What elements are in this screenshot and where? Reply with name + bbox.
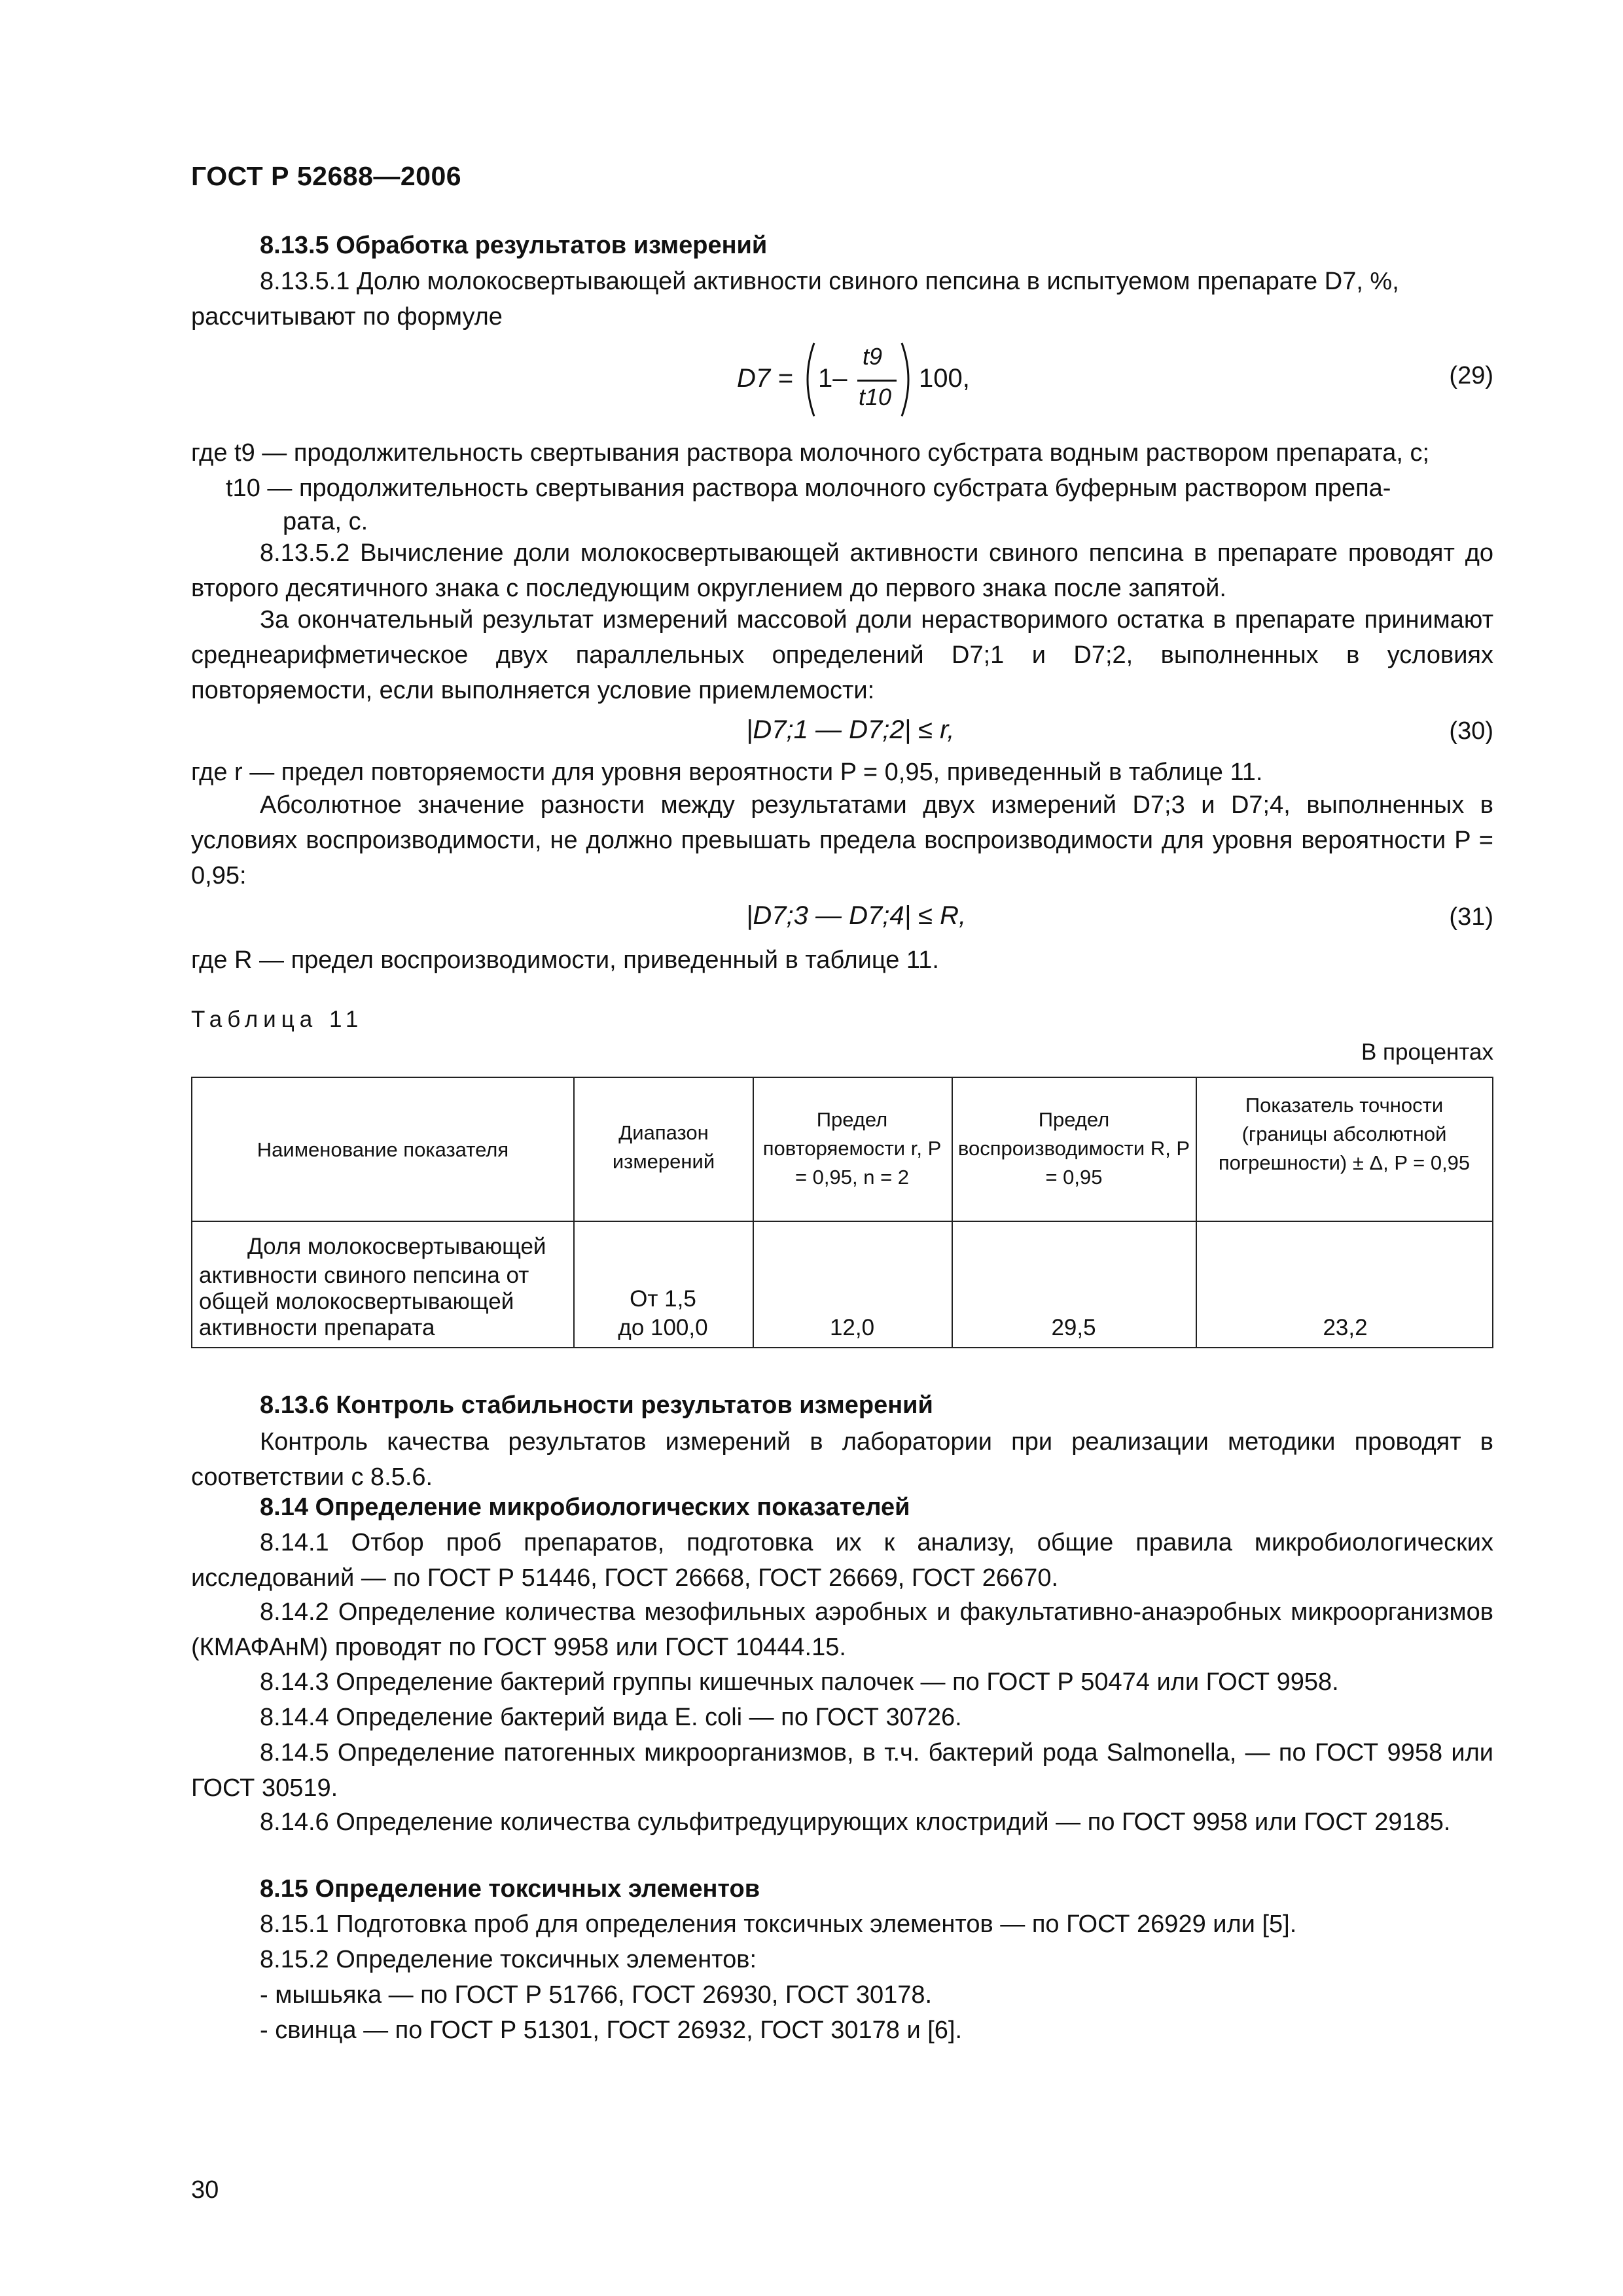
paragraph-8-13-5-1-line2: рассчитывают по формуле	[191, 303, 503, 331]
section-8-13-6-title: 8.13.6 Контроль стабильности результатов измерений	[260, 1391, 933, 1419]
section-8-13-5-title: 8.13.5 Обработка результатов измерений	[260, 232, 768, 259]
where-R: где R — предел воспроизводимости, приведенный в таблице 11.	[191, 946, 939, 974]
paragraph-8-14-5: 8.14.5 Определение патогенных микроорганизмов, в т.ч. бактерий рода Salmonella, — по ГОСТ 9958 или ГОСТ 30519.	[191, 1739, 1493, 1802]
formula-29-one: 1–	[818, 364, 847, 393]
equation-number-29: (29)	[1449, 362, 1493, 389]
table-header-accuracy: Показатель точности (границы абсолютной погрешности) ± Δ, P = 0,95	[1218, 1094, 1471, 1174]
table-header-reproducibility: Предел воспроизводимости R, P = 0,95	[957, 1108, 1190, 1189]
paragraph-8-14-3: 8.14.3 Определение бактерий группы кишечных палочек — по ГОСТ Р 50474 или ГОСТ 9958.	[260, 1668, 1339, 1696]
paragraph-8-15-1: 8.15.1 Подготовка проб для определения токсичных элементов — по ГОСТ 26929 или [5].	[260, 1910, 1297, 1938]
table-cell-name-l3: общей молокосвертывающей	[199, 1289, 514, 1314]
paragraph-8-14-6: 8.14.6 Определение количества сульфитредуцирующих клостридий — по ГОСТ 9958 или ГОСТ 29185.	[260, 1808, 1451, 1836]
table-cell-name-l2: активности свиного пепсина от	[199, 1263, 529, 1288]
formula-29-tail: 100,	[919, 364, 970, 393]
formula-29	[733, 340, 969, 419]
document-header: ГОСТ Р 52688—2006	[191, 161, 462, 191]
table-header-range: Диапазон измерений	[612, 1121, 715, 1173]
paragraph-final-result: За окончательный результат измерений массовой доли нерастворимого остатка в препарате принимают среднеарифметическое двух параллельных определений D7;1 и D7;2, выполненных в условиях повторяемости, если выполняется условие приемлемости:	[191, 606, 1493, 704]
table-cell-r: 12,0	[829, 1315, 875, 1340]
paragraph-8-14-4: 8.14.4 Определение бактерий вида E. coli — по ГОСТ 30726.	[260, 1704, 962, 1731]
page-number: 30	[191, 2176, 219, 2204]
equation-number-31: (31)	[1449, 903, 1493, 931]
left-paren-icon	[798, 340, 818, 419]
formula-29-lhs: D7 =	[737, 364, 793, 393]
table-caption: Таблица 11	[191, 1007, 364, 1032]
where-t10: t10 — продолжительность свертывания раствора молочного субстрата буферным раствором препа-	[226, 475, 1391, 502]
formula-31: |D7;3 — D7;4| ≤ R,	[746, 901, 967, 930]
table-header-repeatability: Предел повторяемости r, P = 0,95, n = 2	[762, 1108, 942, 1189]
table-cell-name-l1: Доля молокосвертывающей	[247, 1234, 546, 1259]
paragraph-8-13-6: Контроль качества результатов измерений в лаборатории при реализации методики проводят в соответствии с 8.5.6.	[191, 1428, 1493, 1491]
section-8-14-title: 8.14 Определение микробиологических показателей	[260, 1494, 910, 1521]
where-r: где r — предел повторяемости для уровня вероятности P = 0,95, приведенный в таблице 11.	[191, 759, 1263, 786]
table-cell-delta: 23,2	[1323, 1315, 1368, 1340]
where-t9: где t9 — продолжительность свертывания раствора молочного субстрата водным раствором препарата, с;	[191, 439, 1430, 467]
formula-30: |D7;1 — D7;2| ≤ r,	[746, 715, 955, 744]
where-t10-cont: рата, с.	[283, 508, 368, 535]
formula-29-denominator: t10	[859, 384, 892, 410]
table-units: В процентах	[1361, 1039, 1493, 1065]
table-11	[191, 1077, 1493, 1348]
section-8-15-title: 8.15 Определение токсичных элементов	[260, 1875, 760, 1903]
paragraph-8-13-5-2: 8.13.5.2 Вычисление доли молокосвертывающей активности свиного пепсина в препарате проводят до второго десятичного знака с последующим округлением до первого знака после запятой.	[191, 539, 1493, 602]
fraction-bar	[857, 380, 897, 382]
right-paren-icon	[898, 340, 918, 419]
list-item-arsenic: - мышьяка — по ГОСТ Р 51766, ГОСТ 26930, ГОСТ 30178.	[260, 1981, 933, 2009]
table-cell-range-l2: до 100,0	[618, 1315, 708, 1340]
list-item-lead: - свинца — по ГОСТ Р 51301, ГОСТ 26932, ГОСТ 30178 и [6].	[260, 2017, 963, 2044]
table-cell-R: 29,5	[1051, 1315, 1096, 1340]
table-header-indicator: Наименование показателя	[257, 1138, 509, 1161]
paragraph-absolute-difference: Абсолютное значение разности между результатами двух измерений D7;3 и D7;4, выполненных в условиях воспроизводимости, не должно превышать предела воспроизводимости для уровня вероятности P = 0,95:	[191, 791, 1493, 889]
paragraph-8-13-5-1-line1: 8.13.5.1 Долю молокосвертывающей активности свиного пепсина в испытуемом препарате D7, %,	[260, 268, 1399, 295]
table-cell-range-l1: От 1,5	[630, 1286, 696, 1312]
equation-number-30: (30)	[1449, 717, 1493, 745]
paragraph-8-14-2: 8.14.2 Определение количества мезофильных аэробных и факультативно-анаэробных микроорганизмов (КМАФАнМ) проводят по ГОСТ 9958 или ГОСТ 10444.15.	[191, 1598, 1493, 1661]
paragraph-8-15-2: 8.15.2 Определение токсичных элементов:	[260, 1946, 757, 1973]
table-cell-name-l4: активности препарата	[199, 1315, 435, 1340]
paragraph-8-14-1: 8.14.1 Отбор проб препаратов, подготовка их к анализу, общие правила микробиологических исследований — по ГОСТ Р 51446, ГОСТ 26668, ГОСТ 26669, ГОСТ 26670.	[191, 1529, 1493, 1592]
formula-29-numerator: t9	[863, 343, 883, 370]
